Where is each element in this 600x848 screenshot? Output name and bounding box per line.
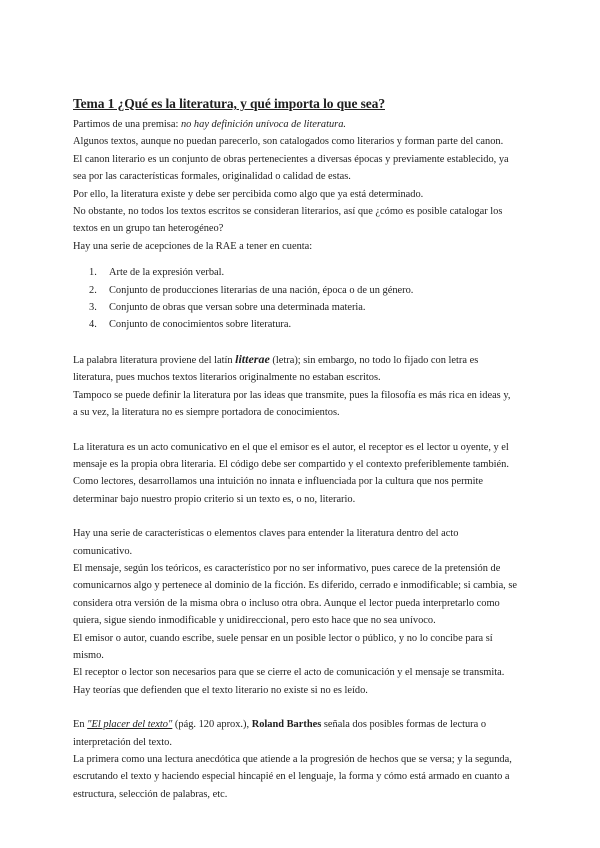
communication-line: Como lectores, desarrollamos una intuición no innata e influenciada por la cultura que nos permite (73, 476, 484, 488)
elements-line: El mensaje, según los teóricos, es característico por no ser informativo, pues carece de la pretensión de (73, 562, 501, 574)
etymology-line: literatura, pues muchos textos literarios originalmente no estaban escritos. (73, 372, 381, 384)
book-title: "El placer del texto" (87, 719, 173, 731)
elements-line: El emisor o autor, cuando escribe, suele pensar en un posible lector o público, y no lo concibe para sí (73, 632, 493, 644)
elements-line: Hay teorías que defienden que el texto literario no existe si no es leído. (73, 684, 368, 696)
intro-line: El canon literario es un conjunto de obras pertenecientes a diversas épocas y previamente establecido, ya (73, 153, 509, 165)
page-title: Tema 1 ¿Qué es la literatura, y qué importa lo que sea? (73, 96, 385, 111)
elements-line: El receptor o lector son necesarios para que se cierre el acto de comunicación y el mensaje se transmita. (73, 667, 505, 679)
elements-line: comunicativo. (73, 545, 133, 557)
list-item: 3. Conjunto de obras que versan sobre una determinada materia. (89, 302, 366, 314)
premise-italic: no hay definición unívoca de literatura. (180, 119, 347, 130)
author-name: Roland Barthes (251, 719, 322, 731)
document-page (73, 95, 533, 803)
premise-line (73, 116, 533, 133)
communication-line: La literatura es un acto comunicativo en el que el emisor es el autor, el receptor es el lector u oyente, y el (73, 441, 509, 453)
intro-line: sea por las características formales, originalidad o calidad de estas. (73, 171, 351, 183)
etymology-line: Tampoco se puede definir la literatura por las ideas que transmite, pues la filosofía es más rica en ideas y, (73, 389, 511, 401)
communication-line: determinar bajo nuestro propio criterio si un texto es, o no, literario. (73, 493, 356, 505)
etymology-line: La palabra literatura proviene del latín litterae (letra); sin embargo, no todo lo fijado con letra es (73, 351, 479, 366)
rae-definitions-list (73, 264, 533, 334)
list-item: 1. Arte de la expresión verbal. (89, 267, 225, 279)
elements-line: Hay una serie de características o elementos claves para entender la literatura dentro del acto (73, 528, 459, 540)
intro-line: No obstante, no todos los textos escritos se consideran literarios, así que ¿cómo es posible catalogar los (73, 206, 503, 218)
intro-line: Por ello, la literatura existe y debe ser percibida como algo que ya está determinado. (73, 188, 424, 200)
list-item: 4. Conjunto de conocimientos sobre literatura. (89, 319, 292, 331)
barthes-line: interpretación del texto. (73, 736, 172, 748)
intro-line: Algunos textos, aunque no puedan parecerlo, son catalogados como literarios y forman parte del canon. (73, 136, 504, 148)
list-item: 2. Conjunto de producciones literarias de una nación, época o de un género. (89, 284, 414, 296)
intro-line: textos en un grupo tan heterogéneo? (73, 223, 224, 235)
barthes-line: escrutando el texto y haciendo especial hincapié en el lenguaje, la forma y cómo está armado en cuanto a (73, 771, 510, 783)
elements-line: mismo. (73, 649, 104, 661)
barthes-line: En "El placer del texto" (pág. 120 aprox.), Roland Barthes señala dos posibles formas de lectura o (73, 719, 487, 731)
premise-prefix: Partimos de una premisa: (73, 119, 181, 130)
latin-word: litterae (235, 351, 270, 366)
elements-line: comunicarnos algo y pertenece al dominio de la ficción. Es diferido, cerrado e inmodificable; si cambia, se (73, 580, 518, 592)
etymology-line: a su vez, la literatura no es siempre portadora de conocimientos. (73, 407, 340, 419)
intro-line: Hay una serie de acepciones de la RAE a tener en cuenta: (73, 240, 313, 252)
communication-line: mensaje es la propia obra literaria. El código debe ser compartido y el contexto preferiblemente también. (73, 458, 509, 470)
barthes-line: estructura, selección de palabras, etc. (73, 788, 228, 800)
barthes-line: La primera como una lectura anecdótica que atiende a la progresión de hechos que se versa; y la segunda, (73, 754, 512, 765)
elements-line: quiera, sigue siendo inmodificable y unidireccional, pero esto hace que no sea unívoco. (73, 615, 436, 627)
elements-line: considera otra versión de la misma obra o incluso otra obra. Aunque el lector pueda interpretarlo como (73, 597, 500, 609)
